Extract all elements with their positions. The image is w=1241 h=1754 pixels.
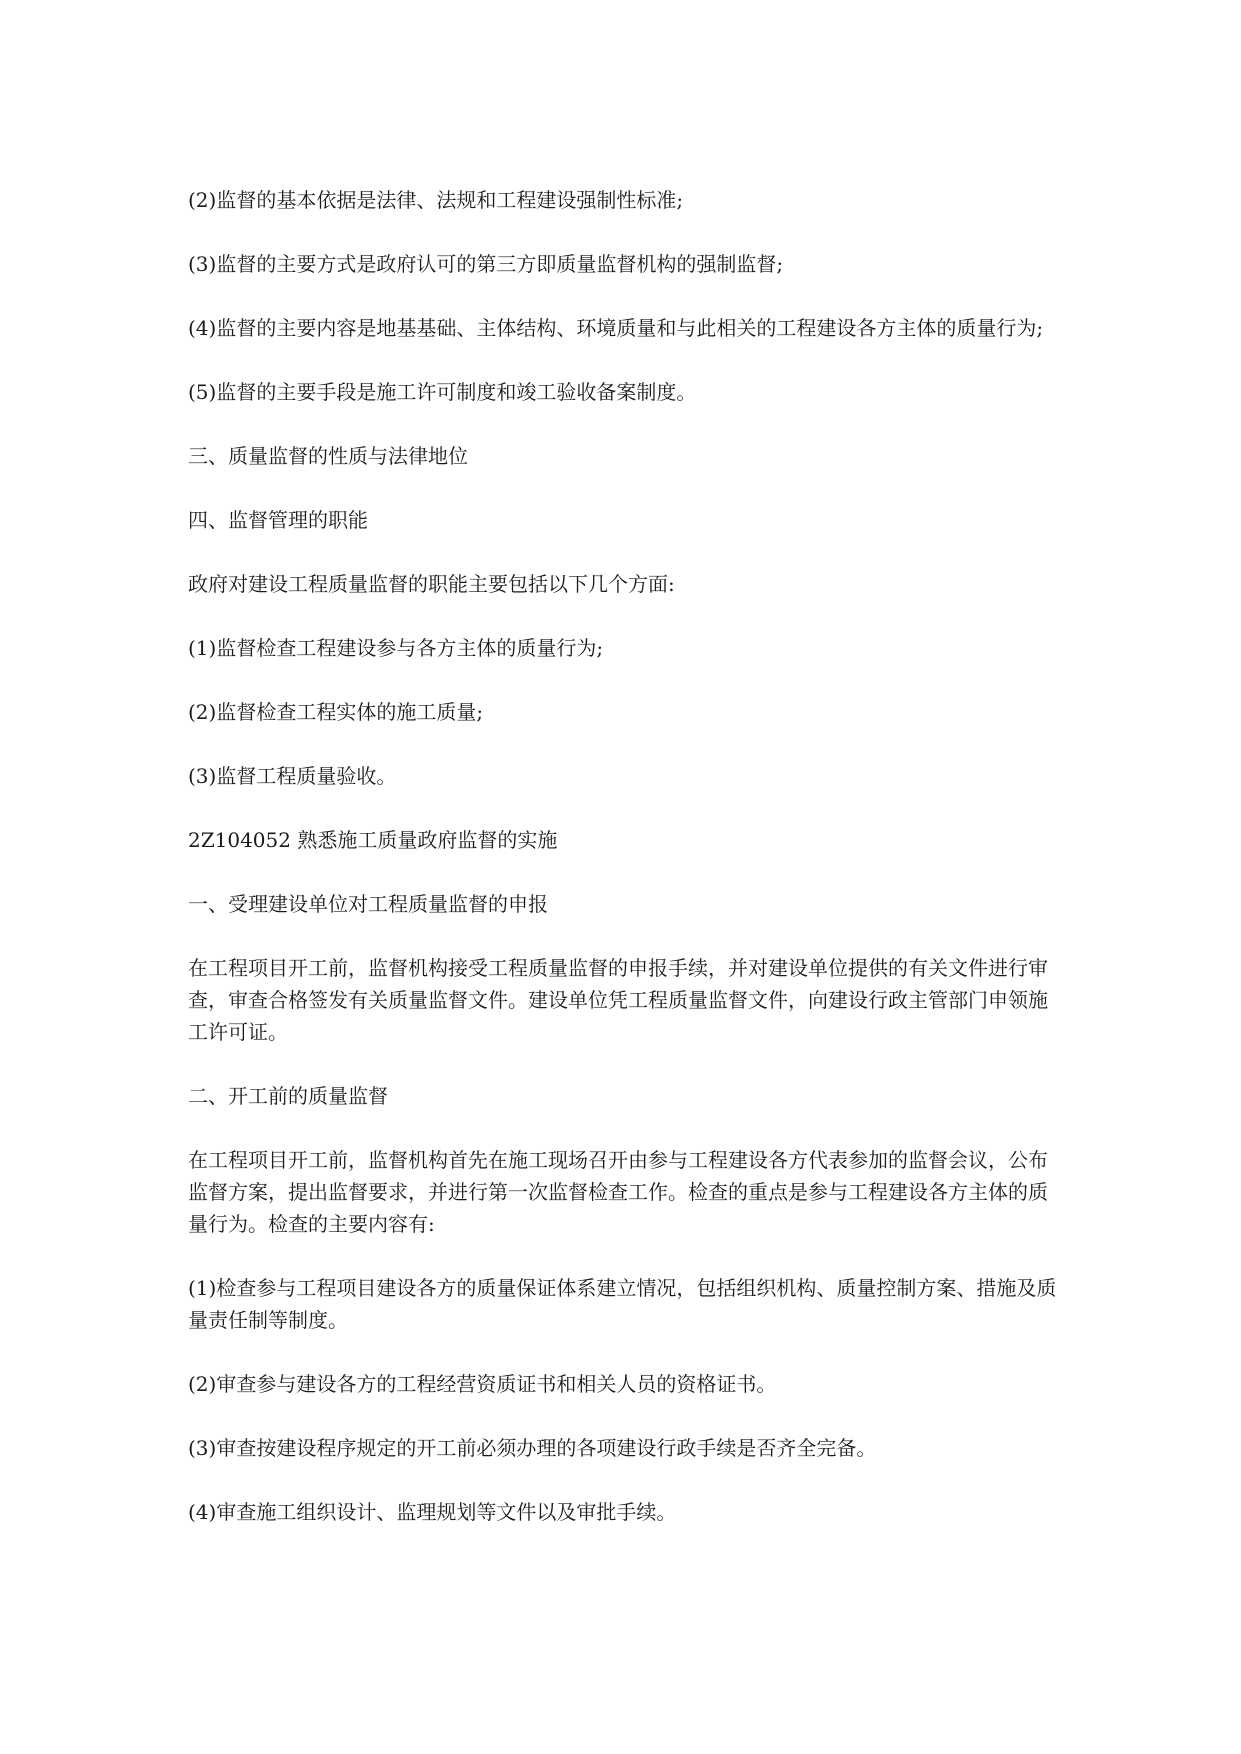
paragraph: (4)审查施工组织设计、监理规划等文件以及审批手续。	[188, 1500, 677, 1524]
paragraph: (4)监督的主要内容是地基基础、主体结构、环境质量和与此相关的工程建设各方主体的质量行为;	[188, 316, 1044, 340]
section-heading: 三、质量监督的性质与法律地位	[188, 444, 468, 468]
section-heading: 四、监督管理的职能	[188, 508, 368, 532]
paragraph: (3)监督的主要方式是政府认可的第三方即质量监督机构的强制监督;	[188, 252, 784, 276]
paragraph: (3)监督工程质量验收。	[188, 764, 397, 788]
paragraph: 政府对建设工程质量监督的职能主要包括以下几个方面:	[188, 572, 675, 596]
paragraph: (3)审查按建设程序规定的开工前必须办理的各项建设行政手续是否齐全完备。	[188, 1436, 877, 1460]
paragraph: (2)监督检查工程实体的施工质量;	[188, 700, 484, 724]
section-heading: 二、开工前的质量监督	[188, 1084, 388, 1108]
section-heading: 一、受理建设单位对工程质量监督的申报	[188, 892, 548, 916]
document-body	[188, 184, 1064, 1560]
paragraph: 在工程项目开工前，监督机构首先在施工现场召开由参与工程建设各方代表参加的监督会议，公布监督方案，提出监督要求，并进行第一次监督检查工作。检查的重点是参与工程建设各方主体的质量行为。检查的主要内容有:	[188, 1148, 1048, 1236]
topic-heading: 2Z104052 熟悉施工质量政府监督的实施	[188, 828, 558, 852]
paragraph: 在工程项目开工前，监督机构接受工程质量监督的申报手续，并对建设单位提供的有关文件进行审查，审查合格签发有关质量监督文件。建设单位凭工程质量监督文件，向建设行政主管部门申领施工许可证。	[188, 956, 1048, 1044]
paragraph: (5)监督的主要手段是施工许可制度和竣工验收备案制度。	[188, 380, 697, 404]
paragraph: (2)审查参与建设各方的工程经营资质证书和相关人员的资格证书。	[188, 1372, 777, 1396]
paragraph: (1)检查参与工程项目建设各方的质量保证体系建立情况，包括组织机构、质量控制方案、措施及质量责任制等制度。	[188, 1276, 1057, 1332]
paragraph: (2)监督的基本依据是法律、法规和工程建设强制性标准;	[188, 188, 684, 212]
paragraph: (1)监督检查工程建设参与各方主体的质量行为;	[188, 636, 604, 660]
